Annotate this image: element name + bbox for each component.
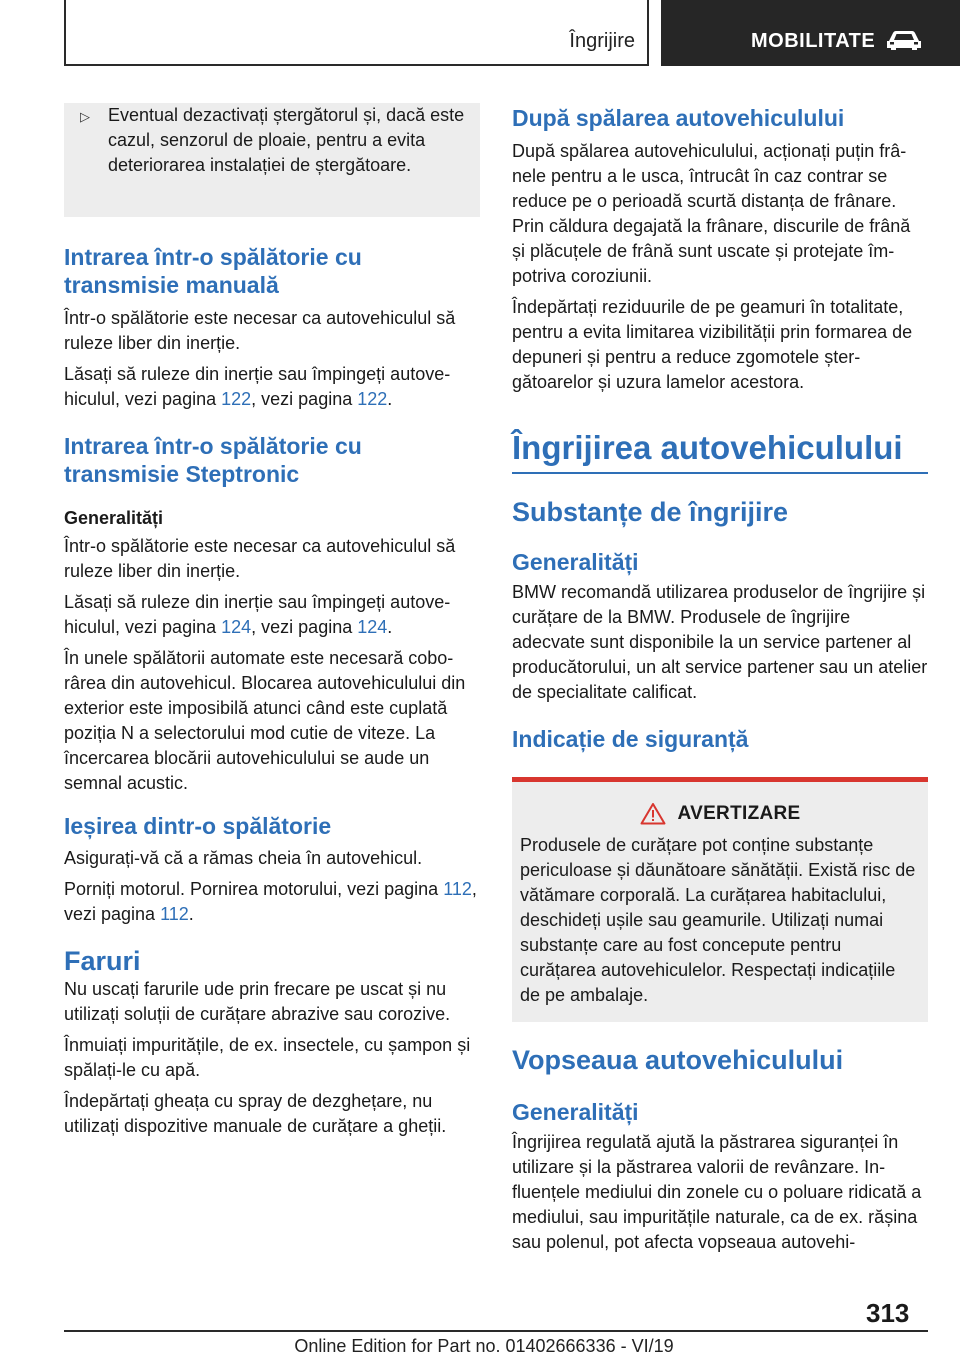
text: . — [387, 389, 393, 409]
left-column — [64, 103, 480, 1145]
steptronic-wash-title: Intrarea într-o spălătorie cu transmisie Steptronic — [64, 433, 362, 487]
text: Porniți motorul. Pornirea motorului, vezi pagina — [64, 879, 444, 899]
car-icon — [885, 28, 923, 52]
footer-divider — [64, 1330, 928, 1332]
page-link[interactable]: 112 — [443, 879, 472, 899]
steptronic-p2 — [64, 590, 480, 640]
text: , vezi pagina — [251, 617, 358, 637]
page-link[interactable]: 124 — [357, 617, 388, 637]
warning-text: Produsele de curățare pot conține substanțe periculoase și dăunătoare sănătății. Există risc de vătămare corporală. La curățarea habitaclului, deschideți ușile sau geamurile. Utilizați numai substanțe care au fost concepute pentru curățarea autovehiculelor. Respectați indicațiile de pe ambalaje. — [520, 835, 916, 1005]
header-section-title: Îngrijire — [569, 30, 635, 52]
text: . — [387, 617, 393, 637]
steptronic-p1: Într-o spălătorie este necesar ca autovehiculul să ruleze liber din inerție. — [64, 536, 456, 581]
exit-wash-title: Ieșirea dintr-o spălătorie — [64, 813, 332, 839]
triangle-bullet-icon: ▷ — [80, 109, 90, 124]
headlights-p3: Îndepărtați gheața cu spray de dezghețare, nu utilizați dispozitive manuale de curățare a gheții. — [64, 1091, 447, 1136]
warning-triangle-icon — [640, 802, 666, 825]
headlights-p1: Nu uscați farurile ude prin frecare pe uscat și nu utilizați soluții de curățare abrazive sau corozive. — [64, 979, 451, 1024]
headlights-p2: Înmuiați impuritățile, de ex. insectele, cu șampon și spălați-le cu apă. — [64, 1035, 471, 1080]
safety-title: Indicație de siguranță — [512, 726, 749, 752]
page-link[interactable]: 122 — [221, 389, 252, 409]
after-wash-p1: După spălarea autovehiculului, acționați puțin frânele pentru a le usca, întrucât în caz contrar se reduce pe o perioadă scurtă distanța de frânare. Prin căldura degajată la frânare, discurile de frână și plăcuțele de frână sunt uscate și protejate împotriva coroziunii. — [512, 141, 911, 286]
steptronic-p3: În unele spălătorii automate este necesară coborârea din autovehicul. Blocarea autovehiculului din exterior este imposibilă atunci când este cuplată poziția N a selectorului mod cutie de viteze. La încercarea blocării autovehiculului se aude un semnal acustic. — [64, 648, 466, 793]
right-column — [512, 103, 928, 1261]
paint-general-p: Îngrijirea regulată ajută la păstrarea siguranței în utilizare și la păstrarea valorii de revânzare. Influențele mediului din zonele cu o poluare ridicată a mediului, sau impuritățile naturale, ca de ex. rășina sau polenul, pot afecta vopseaua autovehi- — [512, 1132, 922, 1252]
manual-wash-p1: Într-o spălătorie este necesar ca autovehiculul să ruleze liber din inerție. — [64, 308, 456, 353]
steptronic-general-title: Generalități — [64, 508, 164, 528]
manual-wash-p2 — [64, 362, 480, 412]
paint-title: Vopseaua autovehiculului — [512, 1045, 844, 1075]
after-wash-title: După spălarea autovehiculului — [512, 105, 845, 131]
header-chapter-label: MOBILITATE — [751, 30, 876, 52]
note-item — [78, 103, 466, 178]
after-wash-p2: Îndepărtați reziduurile de pe geamuri în totalitate, pentru a evita limitarea vizibilității prin formarea de depuneri și pentru a reduce zgomotele ștergătoarelor și uzura lamelor acestora. — [512, 297, 913, 392]
page-link[interactable]: 122 — [357, 389, 388, 409]
warning-box — [512, 777, 928, 1022]
warning-header — [520, 802, 920, 825]
substances-general-p: BMW recomandă utilizarea produselor de îngrijire și curățare de la BMW. Produsele de îngrijire adecvate sunt disponibile la un service partener al producătorului, un alt service partener sau un atelier de specialitate calificat. — [512, 582, 928, 702]
exit-wash-p1: Asigurați-vă că a rămas cheia în autovehicul. — [64, 848, 423, 868]
text: . — [188, 904, 194, 924]
substances-general-title: Generalități — [512, 549, 639, 575]
page-link[interactable]: 112 — [160, 904, 189, 924]
text: Lăsați să ruleze din inerție sau împingeți autovehiculul, vezi pagina — [64, 592, 451, 637]
page-number: 313 — [866, 1298, 910, 1328]
substances-title: Substanțe de îngrijire — [512, 497, 789, 527]
text: Lăsați să ruleze din inerție sau împingeți autovehiculul, vezi pagina — [64, 364, 451, 409]
note-box — [64, 103, 480, 217]
text: , vezi pagina — [64, 879, 477, 924]
exit-wash-p2 — [64, 877, 480, 927]
header-chapter-box — [661, 0, 960, 66]
page-link[interactable]: 124 — [221, 617, 252, 637]
footer-edition: Online Edition for Part no. 01402666336 - VI/19 — [294, 1336, 674, 1356]
text: , vezi pagina — [251, 389, 358, 409]
headlights-title: Faruri — [64, 946, 141, 976]
care-title: Îngrijirea autovehiculului — [512, 429, 903, 466]
note-text: Eventual dezactivați ștergătorul și, dacă este cazul, senzorul de ploaie, pentru a evita deteriorarea instalației de ștergătoare. — [108, 105, 465, 175]
manual-wash-title: Intrarea într-o spălătorie cu transmisie manuală — [64, 244, 362, 298]
warning-title: AVERTIZARE — [677, 802, 801, 824]
care-title-wrap — [512, 428, 928, 474]
paint-general-title: Generalități — [512, 1099, 639, 1125]
header-section-box — [64, 0, 649, 66]
